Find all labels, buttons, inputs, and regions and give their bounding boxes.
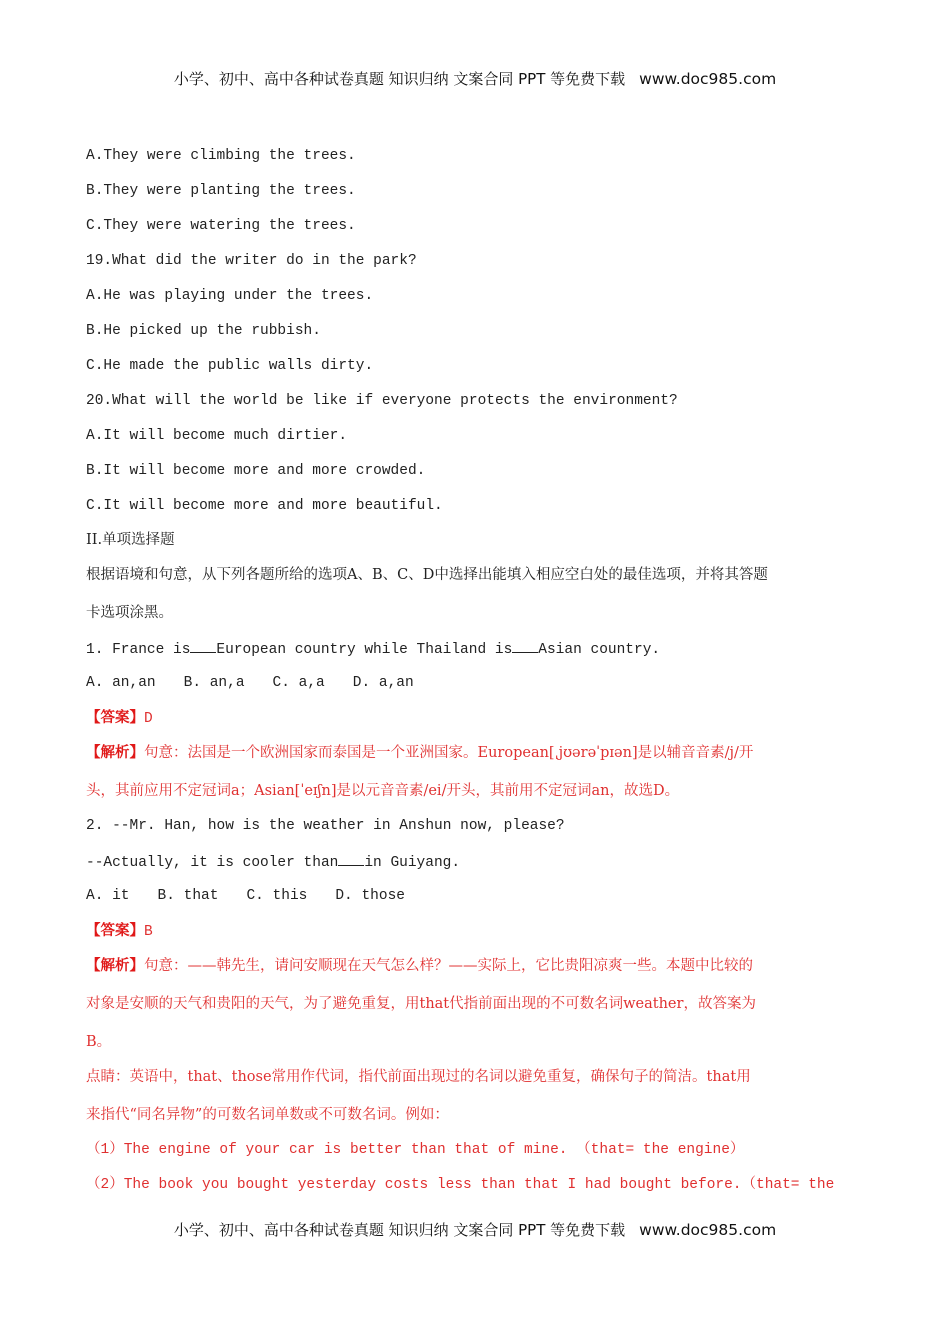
answer-value: B [144,924,153,940]
mc2-analysis-1 [86,956,753,976]
mc1-question-part3: Asian country. [538,642,661,658]
mc1-question [86,638,660,660]
header-text: 小学、初中、高中各种试卷真题 知识归纳 文案合同 PPT 等免费下载 [173,70,626,88]
mc2-analysis-2: 对象是安顺的天气和贵阳的天气，为了避免重复，用that代指前面出现的不可数名词weather，故答案为 [86,996,756,1012]
header-url[interactable]: www.doc985.com [639,70,777,88]
mc2-analysis-3: B。 [86,1034,112,1050]
mc1-analysis-2: 头，其前应用不定冠词a；Asian[ˈeɪʃn]是以元音音素/ei/开头，其前用不定冠词an，故选D。 [86,783,680,799]
mc1-options [86,673,442,693]
mc2-option-c: C. this [246,888,308,904]
q20-option-a: A.It will become much dirtier. [86,428,348,444]
mc2-example-2: （2）The book you bought yesterday costs less than that I had bought before.（that= the [86,1177,835,1193]
analysis-label: 【解析】 [86,957,144,974]
page-header [0,68,950,89]
section-instructions-2: 卡选项涂黑。 [86,605,173,621]
blank [190,638,216,653]
q20-option-c: C.It will become more and more beautiful. [86,498,443,514]
footer-url[interactable]: www.doc985.com [639,1221,777,1239]
analysis-text: 句意：法国是一个欧洲国家而泰国是一个亚洲国家。European[ˌjʊərəˈpɪən]是以辅音音素/j/开 [144,745,754,761]
mc2-question-1: 2. --Mr. Han, how is the weather in Anshun now, please? [86,818,565,834]
mc1-option-d: D. a,an [352,675,414,691]
q18-option-a: A.They were climbing the trees. [86,148,356,164]
q19-option-c: C.He made the public walls dirty. [86,358,374,374]
mc2-option-d: D. those [335,888,405,904]
mc2-answer [86,921,153,942]
blank [338,851,364,866]
section-instructions-1: 根据语境和句意，从下列各题所给的选项A、B、C、D中选择出能填入相应空白处的最佳选项，并将其答题 [86,567,768,583]
q19-option-b: B.He picked up the rubbish. [86,323,321,339]
mc1-option-b: B. an,a [183,675,245,691]
q18-option-c: C.They were watering the trees. [86,218,356,234]
mc2-options [86,886,433,906]
q18-option-b: B.They were planting the trees. [86,183,356,199]
mc2-option-a: A. it [86,888,130,904]
mc1-question-part1: 1. France is [86,642,191,658]
mc1-analysis-1 [86,743,753,763]
mc1-question-part2: European country while Thailand is [216,642,513,658]
section-title: II.单项选择题 [86,532,175,548]
page-footer [0,1219,950,1240]
mc2-tip-2: 来指代“同名异物”的可数名词单数或不可数名词。例如： [86,1107,449,1123]
q19-option-a: A.He was playing under the trees. [86,288,374,304]
q20-option-b: B.It will become more and more crowded. [86,463,426,479]
mc2-tip-1: 点睛：英语中，that、those常用作代词，指代前面出现过的名词以避免重复，确保句子的简洁。that用 [86,1069,751,1085]
mc2-question-part1: --Actually, it is cooler than [86,855,339,871]
answer-label: 【答案】 [86,709,144,726]
mc1-answer [86,708,153,729]
q19-question: 19.What did the writer do in the park? [86,253,417,269]
footer-text: 小学、初中、高中各种试卷真题 知识归纳 文案合同 PPT 等免费下载 [173,1221,626,1239]
analysis-text: 句意：——韩先生，请问安顺现在天气怎么样？——实际上，它比贵阳凉爽一些。本题中比较的 [144,958,753,974]
mc2-question-2 [86,851,460,873]
mc2-example-1: （1）The engine of your car is better than that of mine. （that= the engine） [86,1142,745,1158]
mc2-question-part2: in Guiyang. [364,855,461,871]
mc1-option-a: A. an,an [86,675,156,691]
blank [512,638,538,653]
mc2-option-b: B. that [157,888,219,904]
q20-question: 20.What will the world be like if everyone protects the environment? [86,393,678,409]
analysis-label: 【解析】 [86,744,144,761]
answer-value: D [144,711,153,727]
answer-label: 【答案】 [86,922,144,939]
mc1-option-c: C. a,a [272,675,325,691]
